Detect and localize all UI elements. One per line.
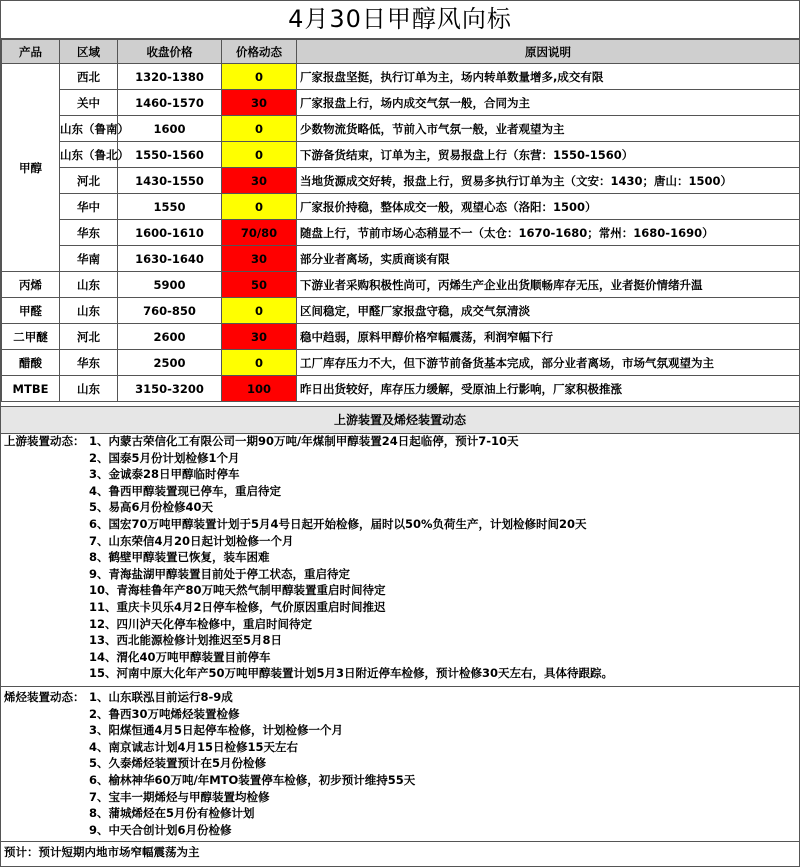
region-cell: 西北: [60, 64, 118, 90]
table-row: [2, 64, 800, 90]
header-price-change: 价格动态: [222, 40, 297, 64]
change-cell: 30: [222, 168, 297, 194]
region-cell: 华南: [60, 246, 118, 272]
price-cell: 1320-1380: [118, 64, 222, 90]
price-cell: 5900: [118, 272, 222, 298]
region-cell: 山东: [60, 298, 118, 324]
reason-cell: 少数物流货略低，节前入市气氛一般，业者观望为主: [297, 116, 800, 142]
table-row: [2, 350, 800, 376]
change-cell: 50: [222, 272, 297, 298]
upstream-item: 2、国泰5月份计划检修1个月: [89, 450, 240, 465]
table-row: [2, 376, 800, 402]
change-cell: 0: [222, 142, 297, 168]
table-row: [2, 272, 800, 298]
change-cell: 0: [222, 350, 297, 376]
olefin-item: 8、蒲城烯烃在5月份有检修计划: [89, 806, 255, 821]
product-cell: 醋酸: [2, 350, 60, 376]
product-cell: 甲醇: [2, 64, 60, 272]
change-cell: 0: [222, 194, 297, 220]
table-row: [2, 116, 800, 142]
upstream-item: 12、四川泸天化停车检修中，重启时间待定: [89, 616, 313, 631]
upstream-item: 4、鲁西甲醇装置现已停车，重启待定: [89, 483, 281, 498]
region-cell: 山东（鲁北）: [60, 142, 118, 168]
table-row: [2, 142, 800, 168]
price-cell: 1600: [118, 116, 222, 142]
upstream-item: 1、内蒙古荣信化工有限公司一期90万吨/年煤制甲醇装置24日起临停，预计7-10天: [89, 434, 519, 448]
olefin-item: 6、榆林神华60万吨/年MTO装置停车检修，初步预计维持55天: [89, 773, 416, 787]
reason-cell: 工厂库存压力不大，但下游节前备货基本完成，部分业者离场，市场气氛观望为主: [297, 350, 800, 376]
price-cell: 1600-1610: [118, 220, 222, 246]
olefin-block: [1, 687, 799, 842]
price-table: [1, 39, 800, 402]
product-cell: 甲醛: [2, 298, 60, 324]
upstream-item: 14、渭化40万吨甲醇装置目前停车: [89, 649, 271, 664]
upstream-block: [1, 433, 799, 687]
product-cell: MTBE: [2, 376, 60, 402]
table-row: [2, 220, 800, 246]
olefin-item: 7、宝丰一期烯烃与甲醇装置均检修: [89, 789, 270, 804]
change-cell: 30: [222, 90, 297, 116]
price-cell: 2600: [118, 324, 222, 350]
reason-cell: 下游备货结束，订单为主，贸易报盘上行（东营：1550-1560）: [297, 142, 800, 168]
region-cell: 山东: [60, 272, 118, 298]
change-cell: 0: [222, 116, 297, 142]
upstream-item: 5、易高6月份检修40天: [89, 500, 214, 515]
region-cell: 河北: [60, 168, 118, 194]
forecast-text: 预计：预计短期内地市场窄幅震荡为主: [4, 845, 200, 859]
reason-cell: 厂家报价持稳，整体成交一般，观望心态（洛阳：1500）: [297, 194, 800, 220]
reason-cell: 稳中趋弱，原料甲醇价格窄幅震荡，利润窄幅下行: [297, 324, 800, 350]
upstream-label: 上游装置动态：: [4, 434, 85, 448]
region-cell: 华东: [60, 350, 118, 376]
product-cell: 二甲醚: [2, 324, 60, 350]
olefin-item: 4、南京诚志计划4月15日检修15天左右: [89, 739, 299, 754]
olefin-item: 2、鲁西30万吨烯烃装置检修: [89, 706, 240, 721]
price-cell: 1550-1560: [118, 142, 222, 168]
olefin-label: 烯烃装置动态：: [4, 690, 85, 704]
change-cell: 100: [222, 376, 297, 402]
reason-cell: 厂家报盘上行，场内成交气氛一般，合同为主: [297, 90, 800, 116]
table-header-row: [2, 40, 800, 64]
region-cell: 关中: [60, 90, 118, 116]
table-row: [2, 194, 800, 220]
change-cell: 0: [222, 298, 297, 324]
region-cell: 华中: [60, 194, 118, 220]
price-cell: 1460-1570: [118, 90, 222, 116]
reason-cell: 区间稳定，甲醛厂家报盘守稳，成交气氛清淡: [297, 298, 800, 324]
change-cell: 70/80: [222, 220, 297, 246]
upstream-item: 6、国宏70万吨甲醇装置计划于5月4号日起开始检修，届时以50%负荷生产，计划检修时间20天: [89, 517, 587, 531]
upstream-item: 3、金诚泰28日甲醇临时停车: [89, 467, 240, 482]
upstream-item: 7、山东荣信4月20日起计划检修一个月: [89, 533, 294, 548]
section-title: 上游装置及烯烃装置动态: [1, 406, 799, 434]
reason-cell: 昨日出货较好，库存压力缓解，受原油上行影响，厂家积极推涨: [297, 376, 800, 402]
price-cell: 3150-3200: [118, 376, 222, 402]
change-cell: 0: [222, 64, 297, 90]
upstream-item: 13、西北能源检修计划推迟至5月8日: [89, 633, 283, 648]
header-close-price: 收盘价格: [118, 40, 222, 64]
price-cell: 1430-1550: [118, 168, 222, 194]
reason-cell: 部分业者离场，实质商谈有限: [297, 246, 800, 272]
region-cell: 山东（鲁南）: [60, 116, 118, 142]
reason-cell: 下游业者采购积极性尚可，丙烯生产企业出货顺畅库存无压，业者挺价情绪升温: [297, 272, 800, 298]
upstream-item: 9、青海盐湖甲醇装置目前处于停工状态，重启待定: [89, 566, 350, 581]
olefin-item: 3、阳煤恒通4月5日起停车检修，计划检修一个月: [89, 723, 344, 738]
table-row: [2, 246, 800, 272]
region-cell: 华东: [60, 220, 118, 246]
table-row: [2, 298, 800, 324]
upstream-item: 15、河南中原大化年产50万吨甲醇装置计划5月3日附近停车检修，预计检修30天左右，具体待跟踪。: [89, 666, 614, 681]
header-region: 区域: [60, 40, 118, 64]
header-product: 产品: [2, 40, 60, 64]
olefin-item: 5、久泰烯烃装置预计在5月份检修: [89, 756, 267, 771]
header-reason: 原因说明: [297, 40, 800, 64]
table-row: [2, 324, 800, 350]
change-cell: 30: [222, 246, 297, 272]
reason-cell: 厂家报盘坚挺，执行订单为主，场内转单数量增多,成交有限: [297, 64, 800, 90]
product-cell: 丙烯: [2, 272, 60, 298]
page-title: 4月30日甲醇风向标: [1, 1, 799, 39]
reason-cell: 当地货源成交好转，报盘上行，贸易多执行订单为主（文安：1430；唐山：1500）: [297, 168, 800, 194]
upstream-item: 10、青海桂鲁年产80万吨天然气制甲醇装置重启时间待定: [89, 583, 386, 598]
price-cell: 2500: [118, 350, 222, 376]
table-row: [2, 90, 800, 116]
price-cell: 1550: [118, 194, 222, 220]
price-cell: 1630-1640: [118, 246, 222, 272]
upstream-item: 8、鹤壁甲醇装置已恢复，装车困难: [89, 550, 270, 565]
price-cell: 760-850: [118, 298, 222, 324]
table-row: [2, 168, 800, 194]
region-cell: 山东: [60, 376, 118, 402]
olefin-item: 9、中天合创计划6月份检修: [89, 822, 232, 837]
region-cell: 河北: [60, 324, 118, 350]
change-cell: 30: [222, 324, 297, 350]
olefin-item: 1、山东联泓目前运行8-9成: [89, 690, 233, 704]
upstream-item: 11、重庆卡贝乐4月2日停车检修，气价原因重启时间推迟: [89, 600, 386, 614]
reason-cell: 随盘上行，节前市场心态稍显不一（太仓：1670-1680；常州：1680-1690）: [297, 220, 800, 246]
